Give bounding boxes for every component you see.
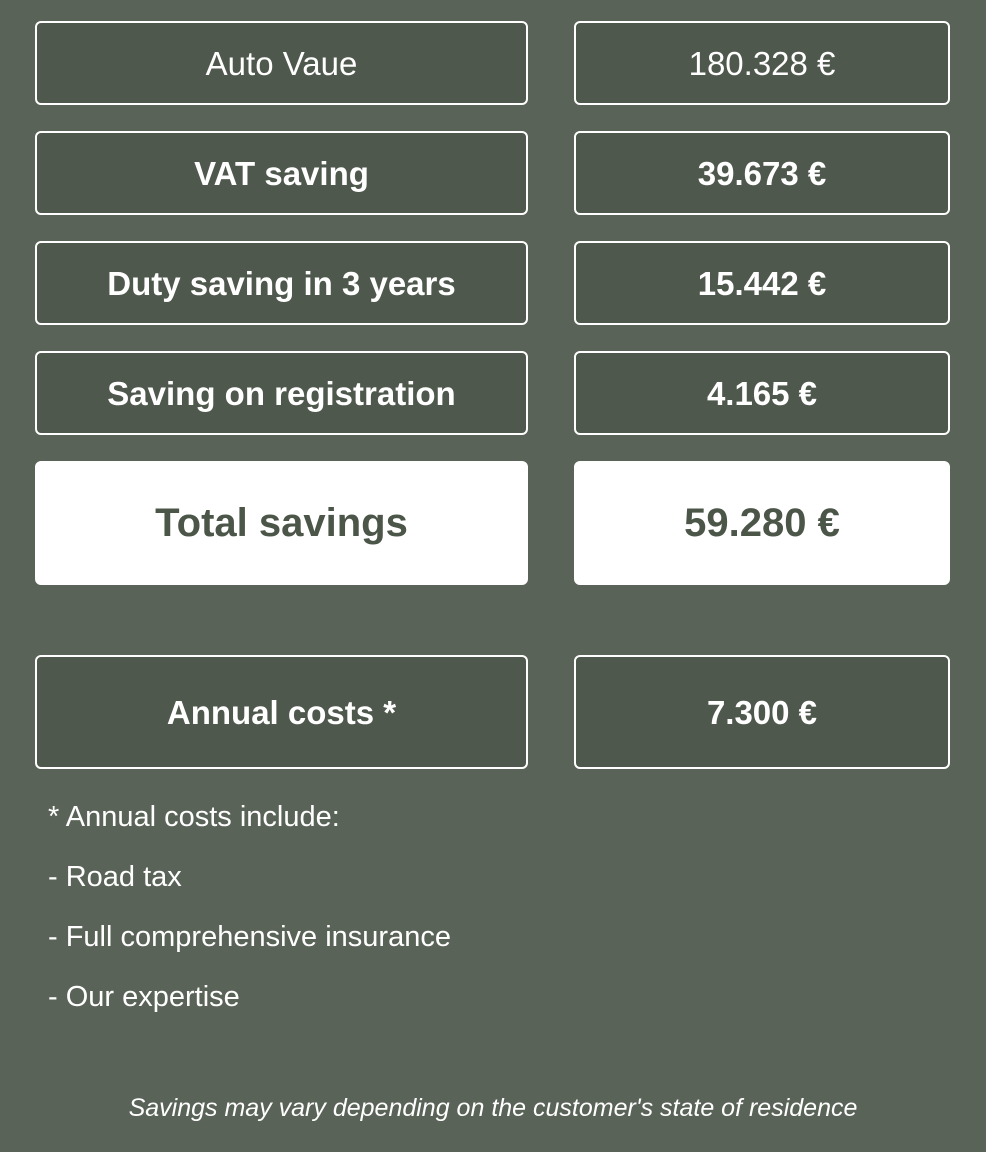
total-savings-amount: 59.280 € — [574, 461, 950, 585]
auto-value-label: Auto Vaue — [35, 21, 528, 105]
vat-saving-amount: 39.673 € — [574, 131, 950, 215]
registration-saving-amount: 4.165 € — [574, 351, 950, 435]
footer-disclaimer: Savings may vary depending on the customer's state of residence — [128, 1094, 858, 1122]
annual-costs-notes — [48, 795, 648, 1035]
vat-saving-label: VAT saving — [35, 131, 528, 215]
notes-heading: * Annual costs include: — [48, 801, 340, 833]
duty-saving-label: Duty saving in 3 years — [35, 241, 528, 325]
duty-saving-amount: 15.442 € — [574, 241, 950, 325]
total-savings-label: Total savings — [35, 461, 528, 585]
auto-value-amount: 180.328 € — [574, 21, 950, 105]
notes-item-insurance: - Full comprehensive insurance — [48, 921, 451, 953]
notes-item-expertise: - Our expertise — [48, 981, 240, 1013]
annual-costs-amount: 7.300 € — [574, 655, 950, 769]
annual-costs-label: Annual costs * — [35, 655, 528, 769]
notes-item-road-tax: - Road tax — [48, 861, 182, 893]
registration-saving-label: Saving on registration — [35, 351, 528, 435]
